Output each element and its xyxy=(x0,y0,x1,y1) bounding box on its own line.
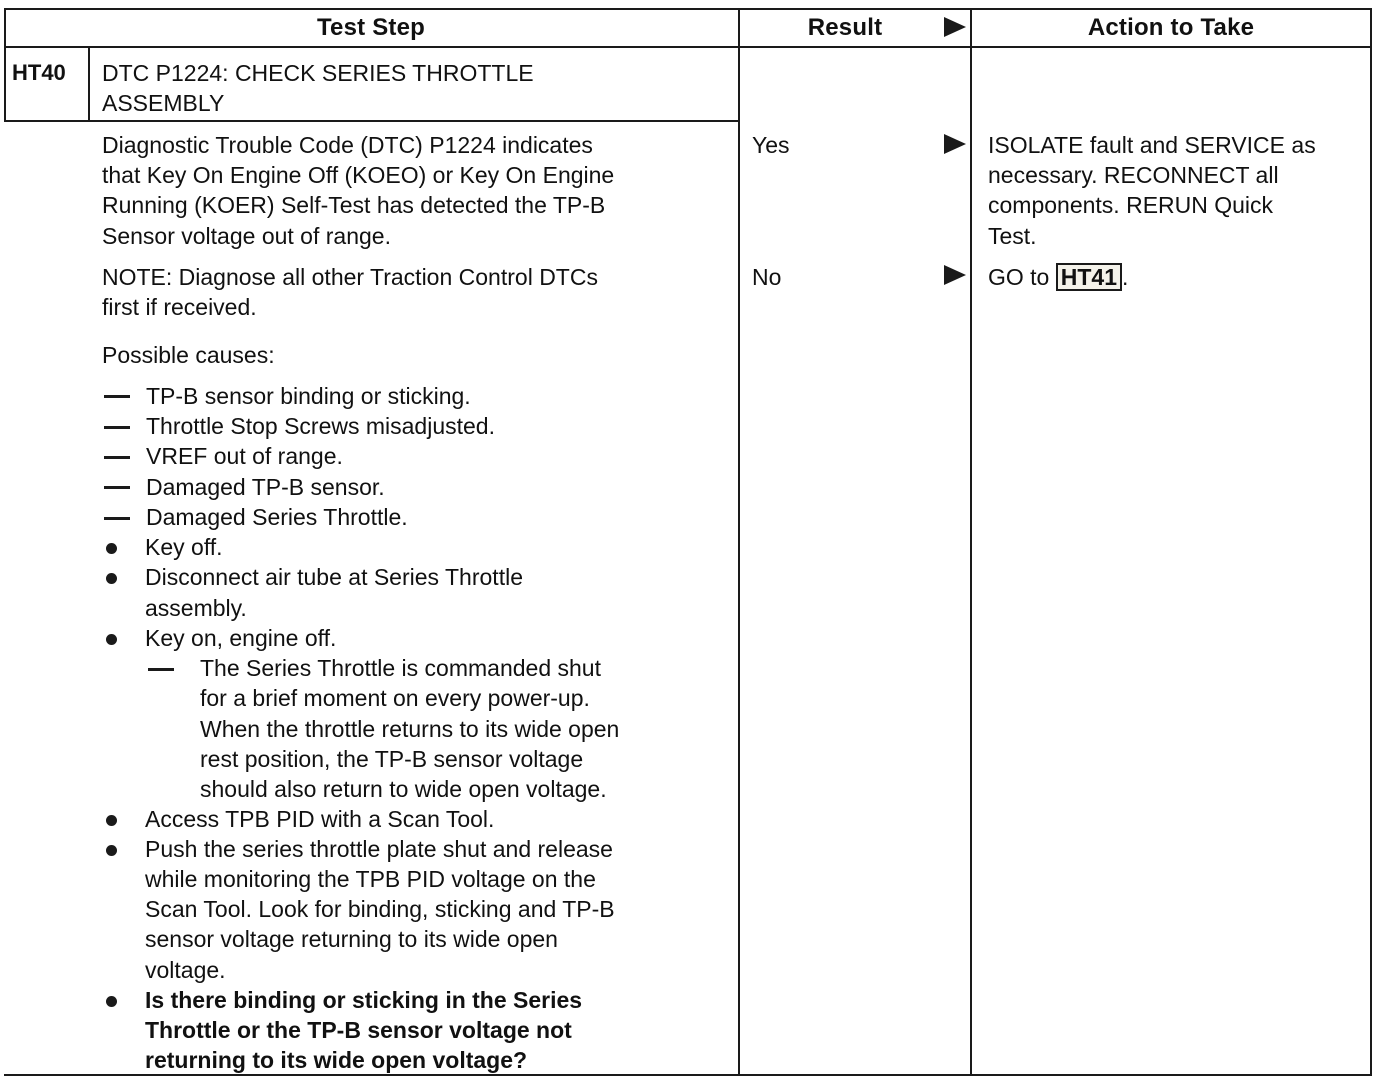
result-no-arrow-icon xyxy=(944,265,966,285)
sub-note-line: When the throttle returns to its wide open xyxy=(200,716,620,742)
step-push-line: voltage. xyxy=(145,957,226,983)
header-action: Action to Take xyxy=(1087,14,1255,41)
dash-marker-icon xyxy=(148,668,174,671)
step-title-line1: DTC P1224: CHECK SERIES THROTTLE xyxy=(102,60,534,86)
result-yes-arrow-icon xyxy=(944,134,966,154)
step-push-line: sensor voltage returning to its wide open xyxy=(145,926,558,952)
bullet-icon xyxy=(106,996,117,1007)
description-line: Diagnostic Trouble Code (DTC) P1224 indicates xyxy=(102,132,593,158)
title-row-bottom-border xyxy=(4,120,738,122)
id-column-divider xyxy=(88,46,90,122)
sub-note-line: for a brief moment on every power-up. xyxy=(200,685,590,711)
step-push-line: while monitoring the TPB PID voltage on the xyxy=(145,866,596,892)
note-line: NOTE: Diagnose all other Traction Control DTCs xyxy=(102,264,598,290)
action-no-prefix: GO to xyxy=(988,264,1050,290)
table-right-border xyxy=(1370,8,1372,1076)
ht41-link[interactable]: HT41 xyxy=(1056,263,1122,291)
bullet-icon xyxy=(106,573,117,584)
step-key-on: Key on, engine off. xyxy=(145,625,337,651)
diagnostic-table xyxy=(4,8,1372,1076)
step-key-off: Key off. xyxy=(145,534,223,560)
header-test-step: Test Step xyxy=(316,14,426,41)
possible-causes-label: Possible causes: xyxy=(102,342,275,368)
dash-marker-icon xyxy=(104,395,130,398)
action-yes-line: ISOLATE fault and SERVICE as xyxy=(988,132,1316,158)
sub-note-line: rest position, the TP-B sensor voltage xyxy=(200,746,584,772)
action-no-suffix: . xyxy=(1122,264,1129,290)
bullet-icon xyxy=(106,543,117,554)
header-result: Result xyxy=(807,14,883,41)
action-yes-line: Test. xyxy=(988,223,1037,249)
cause-item: Damaged TP-B sensor. xyxy=(146,474,385,500)
step-access-pid: Access TPB PID with a Scan Tool. xyxy=(145,806,495,832)
question-line: returning to its wide open voltage? xyxy=(145,1047,528,1073)
sub-note-line: should also return to wide open voltage. xyxy=(200,776,607,802)
bullet-icon xyxy=(106,815,117,826)
cause-item: Damaged Series Throttle. xyxy=(146,504,408,530)
step-title-line2: ASSEMBLY xyxy=(102,90,225,116)
action-yes-line: components. RERUN Quick xyxy=(988,192,1274,218)
dash-marker-icon xyxy=(104,456,130,459)
description-line: that Key On Engine Off (KOEO) or Key On Engine xyxy=(102,162,615,188)
dash-marker-icon xyxy=(104,517,130,520)
step-disconnect-line1: Disconnect air tube at Series Throttle xyxy=(145,564,523,590)
dash-marker-icon xyxy=(104,426,130,429)
description-line: Running (KOER) Self-Test has detected the TP-B xyxy=(102,192,606,218)
note-line: first if received. xyxy=(102,294,257,320)
step-push-line: Push the series throttle plate shut and release xyxy=(145,836,613,862)
cause-item: Throttle Stop Screws misadjusted. xyxy=(146,413,495,439)
question-line: Throttle or the TP-B sensor voltage not xyxy=(145,1017,572,1043)
cause-item: VREF out of range. xyxy=(146,443,343,469)
bullet-icon xyxy=(106,634,117,645)
bullet-icon xyxy=(106,845,117,856)
result-column-left-border xyxy=(738,8,740,1076)
result-no: No xyxy=(752,264,782,290)
action-yes-line: necessary. RECONNECT all xyxy=(988,162,1279,188)
cause-item: TP-B sensor binding or sticking. xyxy=(146,383,471,409)
header-arrow-icon xyxy=(944,17,966,37)
step-push-line: Scan Tool. Look for binding, sticking and TP-B xyxy=(145,896,615,922)
action-column-left-border xyxy=(970,8,972,1076)
result-yes: Yes xyxy=(752,132,790,158)
description-line: Sensor voltage out of range. xyxy=(102,223,391,249)
question-line: Is there binding or sticking in the Series xyxy=(145,987,583,1013)
step-disconnect-line2: assembly. xyxy=(145,595,247,621)
sub-note-line: The Series Throttle is commanded shut xyxy=(200,655,601,681)
dash-marker-icon xyxy=(104,486,130,489)
step-id: HT40 xyxy=(12,60,66,85)
action-no xyxy=(988,262,1128,292)
